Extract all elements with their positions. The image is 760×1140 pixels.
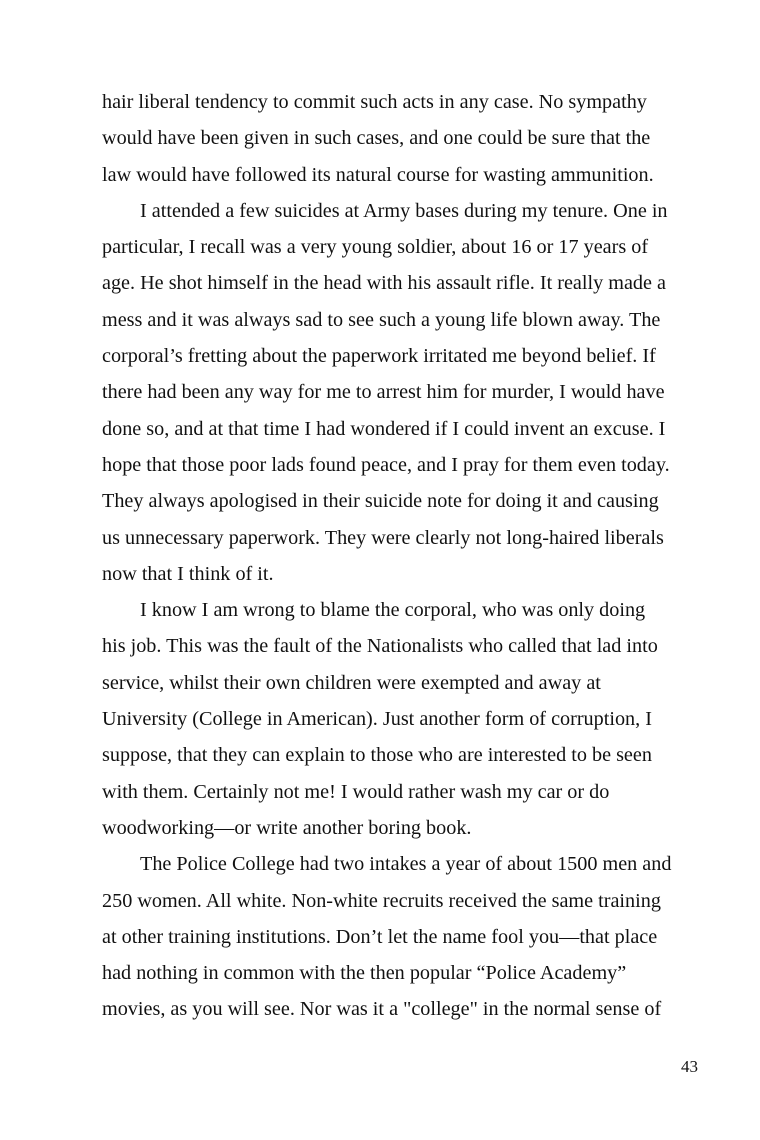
text-line: us unnecessary paperwork. They were clearly not long-haired liberals	[102, 526, 664, 549]
text-line: University (College in American). Just another form of corruption, I	[102, 708, 652, 731]
text-line: The Police College had two intakes a year of about 1500 men and	[140, 853, 672, 876]
text-line: I attended a few suicides at Army bases during my tenure. One in	[140, 199, 668, 222]
text-line: there had been any way for me to arrest him for murder, I would have	[102, 381, 665, 404]
text-line: hope that those poor lads found peace, and I pray for them even today.	[102, 453, 670, 476]
text-line: would have been given in such cases, and one could be sure that the	[102, 127, 651, 150]
paragraph-corporal	[102, 592, 702, 846]
text-line: had nothing in common with the then popular “Police Academy”	[102, 962, 627, 985]
text-line: woodworking—or write another boring book.	[102, 816, 472, 839]
text-line: suppose, that they can explain to those who are interested to be seen	[102, 744, 652, 767]
text-line: done so, and at that time I had wondered if I could invent an excuse. I	[102, 417, 666, 440]
text-line: mess and it was always sad to see such a young life blown away. The	[102, 308, 661, 331]
text-line: service, whilst their own children were exempted and away at	[102, 671, 601, 694]
book-page-text	[102, 84, 702, 1028]
text-line: I know I am wrong to blame the corporal, who was only doing	[140, 599, 646, 622]
page-number: 43	[681, 1057, 698, 1076]
text-line: corporal’s fretting about the paperwork irritated me beyond belief. If	[102, 345, 656, 368]
text-line: his job. This was the fault of the Nationalists who called that lad into	[102, 635, 658, 658]
text-line: They always apologised in their suicide note for doing it and causing	[102, 490, 659, 513]
paragraph-suicides	[102, 193, 702, 592]
text-line: now that I think of it.	[102, 562, 274, 585]
text-line: at other training institutions. Don’t let the name fool you—that place	[102, 925, 658, 948]
text-line: hair liberal tendency to commit such acts in any case. No sympathy	[102, 91, 647, 113]
text-line: law would have followed its natural course for wasting ammunition.	[102, 163, 654, 186]
text-line: particular, I recall was a very young soldier, about 16 or 17 years of	[102, 236, 649, 259]
paragraph-police-college	[102, 846, 702, 1027]
paragraph-continued	[102, 84, 702, 193]
text-line: age. He shot himself in the head with his assault rifle. It really made a	[102, 272, 666, 295]
text-line: 250 women. All white. Non-white recruits received the same training	[102, 889, 661, 912]
text-line: movies, as you will see. Nor was it a "college" in the normal sense of	[102, 998, 662, 1021]
text-line: with them. Certainly not me! I would rather wash my car or do	[102, 780, 610, 803]
